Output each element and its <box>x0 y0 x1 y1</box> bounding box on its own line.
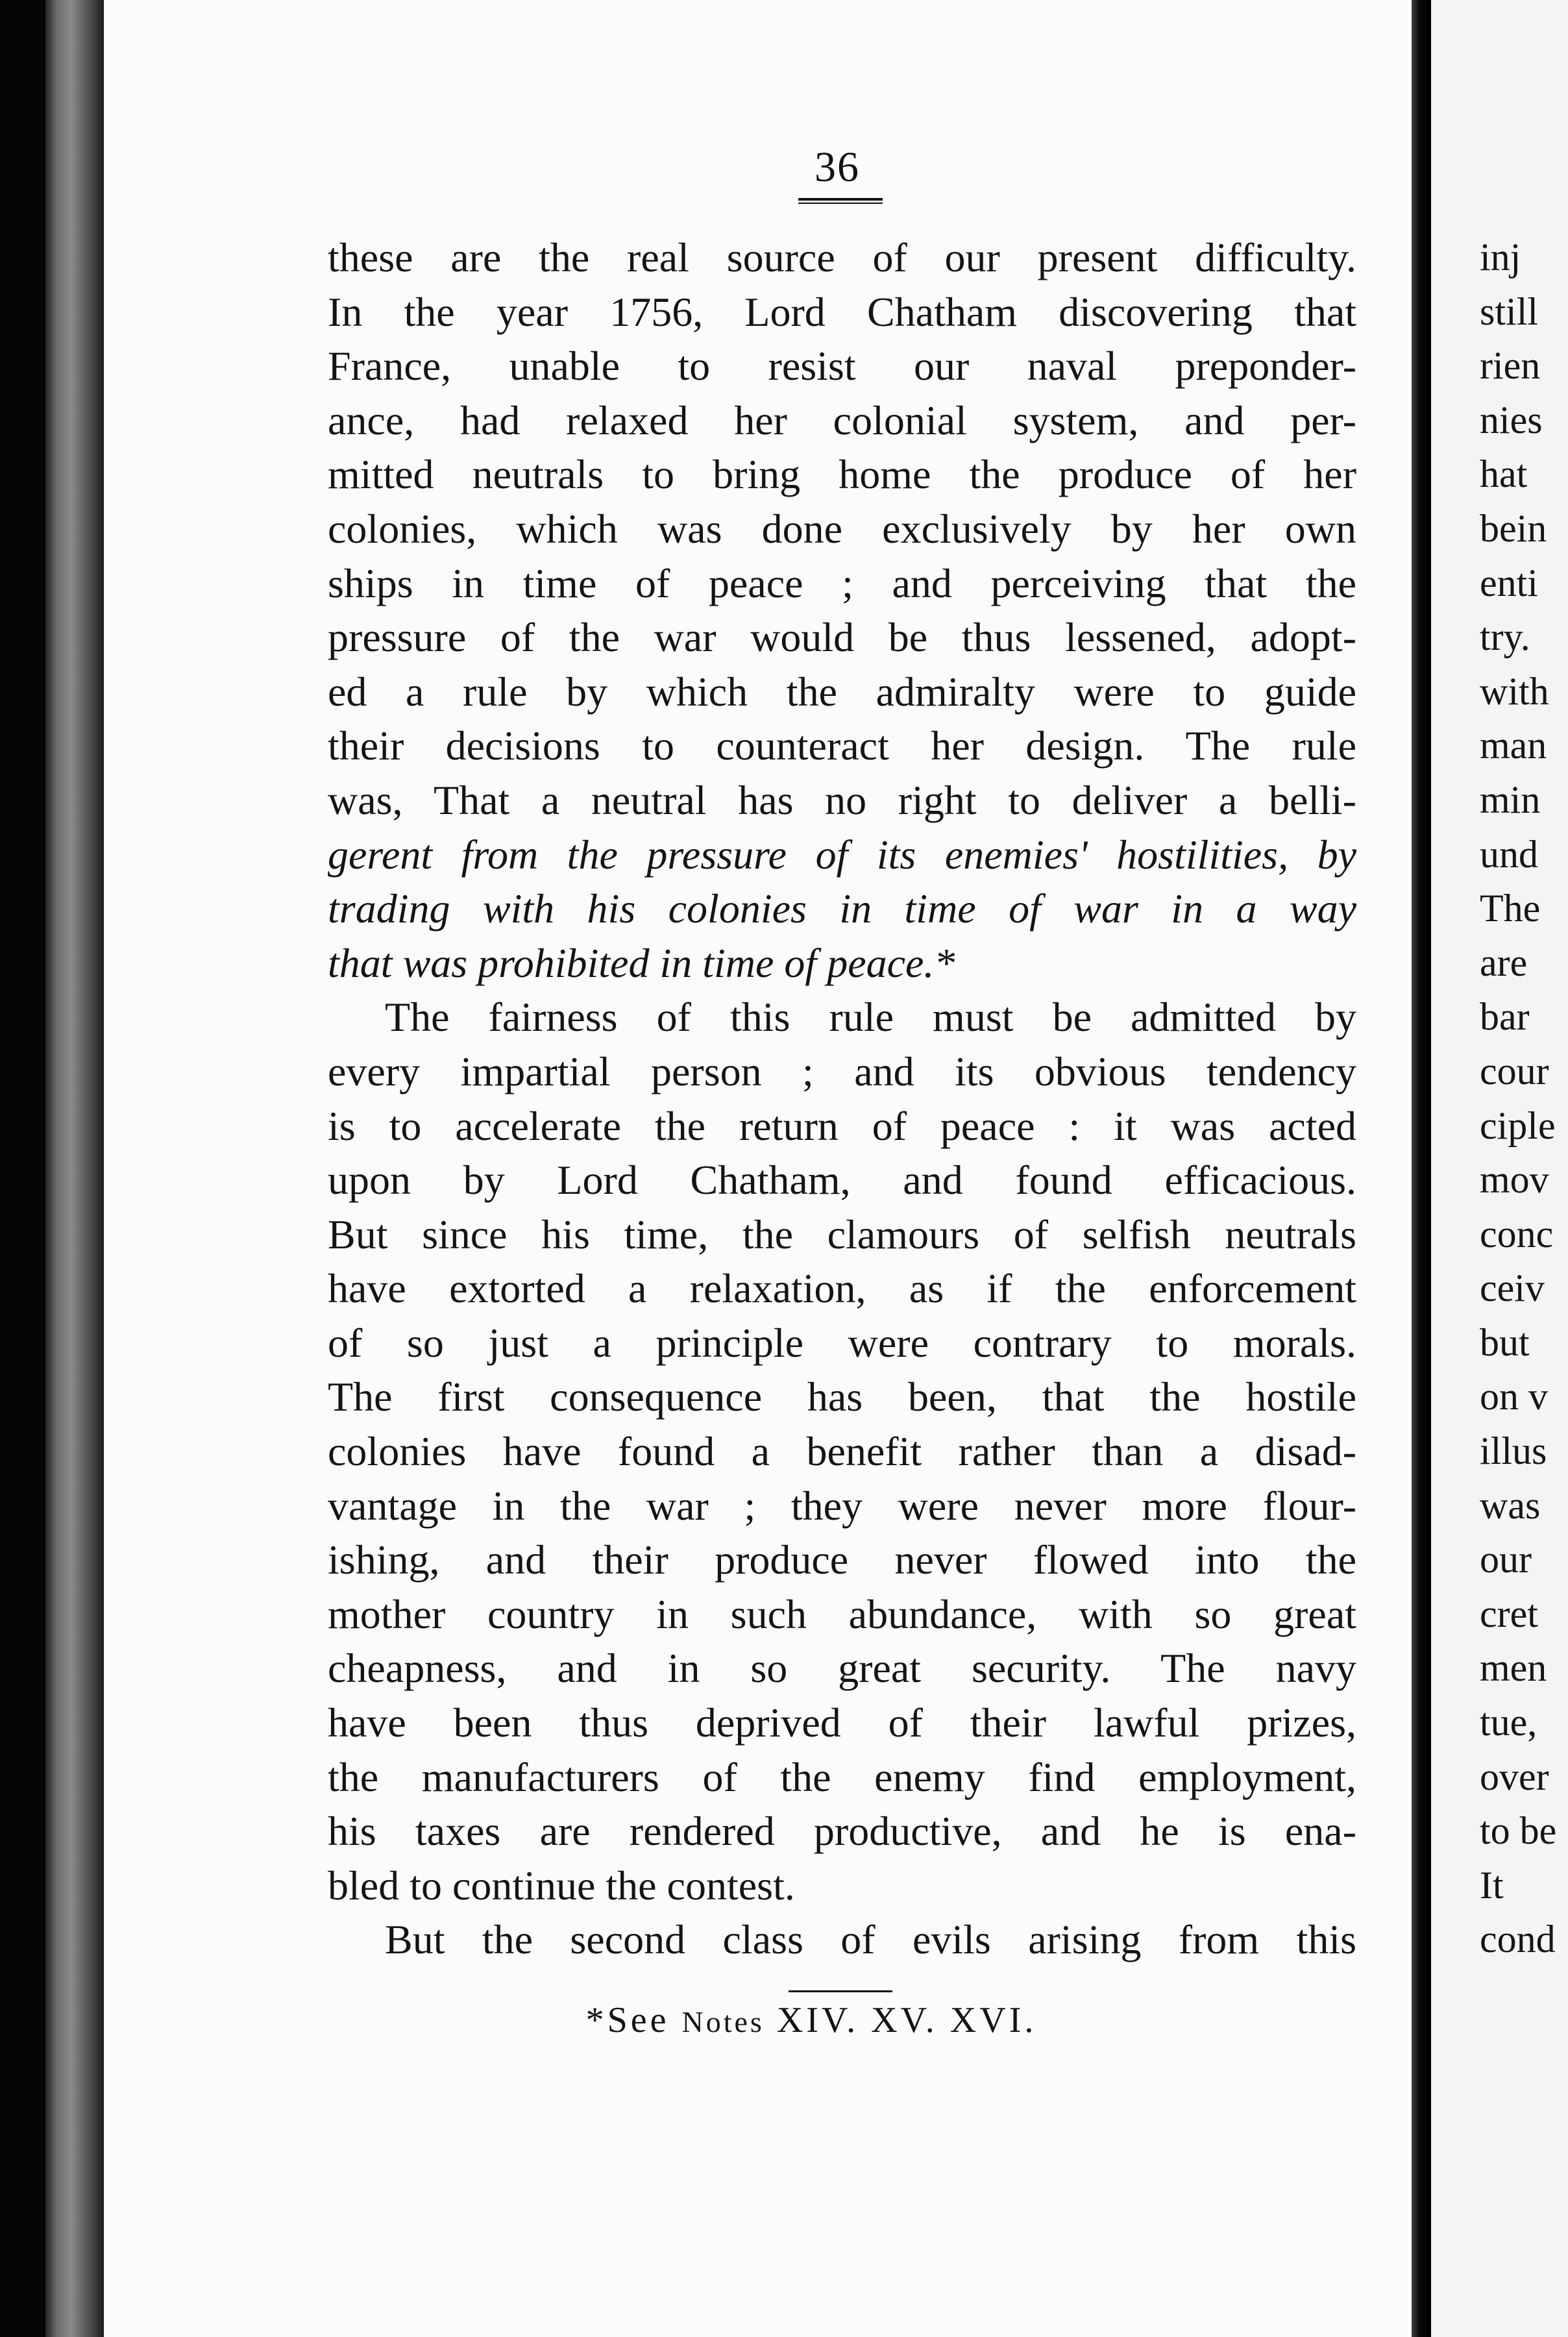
facing-line: are <box>1480 941 1528 984</box>
text-line: have been thus deprived of their lawful prizes, <box>328 1700 1356 1746</box>
page-number-rule <box>798 198 883 204</box>
text-line: ishing, and their produce never flowed into the <box>328 1537 1356 1583</box>
text-line: these are the real source of our present difficulty. <box>328 234 1356 280</box>
text-line: The first consequence has been, that the hostile <box>328 1374 1356 1420</box>
facing-line: to be <box>1480 1809 1557 1853</box>
text-line: the manufacturers of the enemy find employment, <box>328 1753 1356 1800</box>
page-edge-shadow <box>45 0 104 2337</box>
facing-line: try. <box>1480 615 1530 659</box>
footnote-marker: * <box>585 2000 607 2040</box>
text-line: ships in time of peace ; and perceiving that the <box>328 560 1356 606</box>
facing-line: min <box>1480 778 1541 821</box>
text-line: colonies, which was done exclusively by her own <box>328 505 1356 552</box>
facing-line: illus <box>1480 1429 1547 1473</box>
facing-line: inj <box>1480 236 1521 278</box>
facing-line: still <box>1480 290 1539 333</box>
text-line: bled to continue the contest. <box>328 1862 795 1909</box>
left-gutter <box>0 0 45 2337</box>
text-line: ed a rule by which the admiralty were to guide <box>328 668 1356 715</box>
text-line: have extorted a relaxation, as if the enforcement <box>328 1265 1356 1312</box>
facing-line: bein <box>1480 506 1547 550</box>
facing-line: men <box>1480 1646 1547 1690</box>
facing-line: was <box>1480 1483 1541 1527</box>
text-line: colonies have found a benefit rather than a disad- <box>328 1428 1356 1475</box>
footnote-see: See <box>607 2000 670 2040</box>
text-line: But the second class of evils arising from this <box>385 1916 1356 1963</box>
facing-line: It <box>1480 1863 1504 1907</box>
facing-line: cour <box>1480 1049 1549 1093</box>
facing-line: nies <box>1480 398 1543 441</box>
footnote-refs: XIV. XV. XVI. <box>776 2000 1037 2040</box>
text-line: upon by Lord Chatham, and found efficacious. <box>328 1157 1356 1204</box>
body-text <box>328 230 1356 1967</box>
facing-line: rien <box>1480 344 1541 388</box>
facing-line: mov <box>1480 1158 1549 1202</box>
facing-line: ceiv <box>1480 1267 1545 1310</box>
facing-line: over <box>1480 1755 1549 1798</box>
facing-line: on v <box>1480 1375 1548 1418</box>
facing-line: bar <box>1480 995 1530 1039</box>
footnote-notes: Notes <box>681 2005 765 2038</box>
facing-line: hat <box>1480 452 1528 496</box>
facing-line: tue, <box>1480 1701 1537 1744</box>
facing-line: The <box>1480 887 1541 930</box>
text-line: his taxes are rendered productive, and he is ena- <box>328 1808 1356 1855</box>
facing-line: und <box>1480 832 1538 876</box>
facing-line: enti <box>1480 561 1538 604</box>
text-line: their decisions to counteract her design. The rule <box>328 723 1356 769</box>
facing-line: man <box>1480 724 1547 767</box>
text-line: In the year 1756, Lord Chatham discovering that <box>328 288 1356 335</box>
text-line: pressure of the war would be thus lessened, adopt- <box>328 614 1356 661</box>
footnote <box>454 1999 1168 2041</box>
facing-page-text <box>1480 230 1568 1967</box>
text-line-italic: trading with his colonies in time of war in a way <box>328 885 1356 932</box>
text-line: cheapness, and in so great security. The navy <box>328 1645 1356 1692</box>
text-line: was, That a neutral has no right to deliver a belli- <box>328 776 1356 823</box>
footnote-rule <box>789 1990 892 1992</box>
text-line: But since his time, the clamours of selfish neutrals <box>328 1211 1356 1257</box>
text-line: France, unable to resist our naval preponder- <box>328 343 1356 390</box>
text-line: is to accelerate the return of peace : it was acted <box>328 1102 1356 1149</box>
text-line-italic: that was prohibited in time of peace.* <box>328 939 955 986</box>
text-line: every impartial person ; and its obvious tendency <box>328 1048 1356 1094</box>
facing-line: conc <box>1480 1212 1554 1255</box>
text-line-italic: gerent from the pressure of its enemies' hostilities, by <box>328 831 1356 878</box>
text-line: of so just a principle were contrary to morals. <box>328 1319 1356 1366</box>
page-number: 36 <box>815 143 860 191</box>
facing-line: cond <box>1480 1918 1556 1961</box>
facing-line: but <box>1480 1320 1530 1364</box>
facing-line: our <box>1480 1538 1532 1581</box>
page-gap-shadow <box>1412 0 1431 2337</box>
facing-line: cret <box>1480 1592 1538 1635</box>
facing-line: ciple <box>1480 1104 1556 1147</box>
facing-line: with <box>1480 669 1549 713</box>
text-line: ance, had relaxed her colonial system, and per- <box>328 397 1356 443</box>
text-line: mother country in such abundance, with so great <box>328 1590 1356 1637</box>
text-line: mitted neutrals to bring home the produce of her <box>328 451 1356 498</box>
text-line: vantage in the war ; they were never more flour- <box>328 1482 1356 1529</box>
text-line: The fairness of this rule must be admitted by <box>385 994 1356 1041</box>
